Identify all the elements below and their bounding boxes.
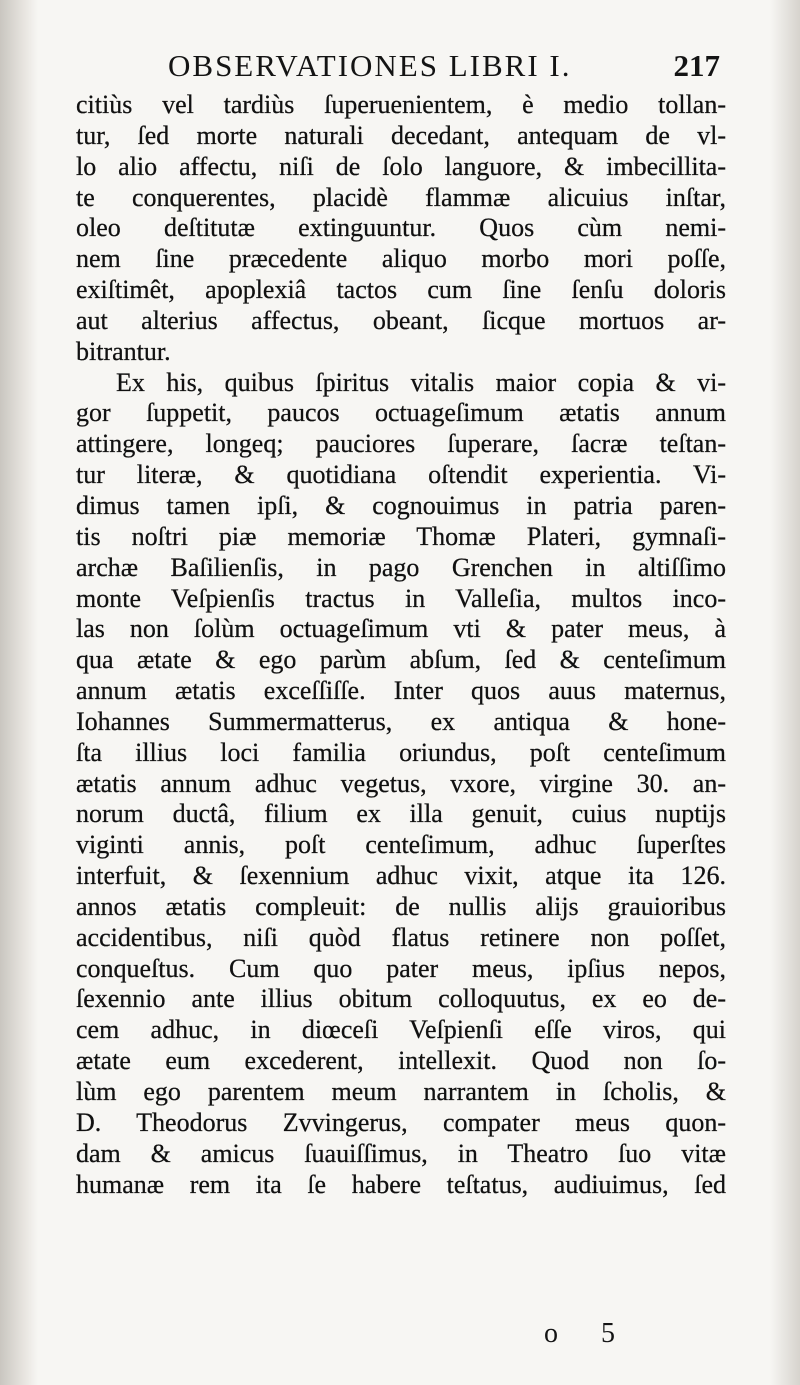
running-title: OBSERVATIONES LIBRI I.: [168, 48, 572, 83]
text-line: tis noſtri piæ memoriæ Thomæ Plateri, gymnaſi-: [76, 521, 726, 551]
text-line: attingere, longeq; pauciores ſuperare, ſacræ teſtan-: [76, 429, 726, 459]
scan-edge-right: [770, 0, 800, 1385]
text-line: ſexennio ante illius obitum colloquutus, ex eo de-: [76, 984, 726, 1014]
text-line: gor ſuppetit, paucos octuageſimum ætatis annum: [76, 398, 726, 428]
text-line: archæ Baſilienſis, in pago Grenchen in altiſſimo: [76, 552, 726, 582]
text-line: citiùs vel tardiùs ſuperuenientem, è medio tollan-: [76, 90, 726, 119]
text-line: aut alterius affectus, obeant, ſicque mortuos ar-: [76, 305, 726, 335]
text-line: ætatis annum adhuc vegetus, vxore, virgine 30. an-: [76, 768, 726, 798]
text-line: nem ſine præcedente aliquo morbo mori poſſe,: [76, 244, 726, 274]
text-line: las non ſolùm octuageſimum vti & pater meus, à: [76, 614, 726, 644]
text-line: humanæ rem ita ſe habere teſtatus, audiuimus, ſed: [76, 1169, 726, 1199]
text-line: annum ætatis exceſſiſſe. Inter quos auus maternus,: [76, 676, 726, 706]
text-line: ſta illius loci familia oriundus, poſt centeſimum: [76, 737, 726, 767]
text-line: cem adhuc, in diœceſi Veſpienſi eſſe viros, qui: [76, 1015, 726, 1045]
page-number: 217: [673, 48, 720, 83]
text-line: accidentibus, niſi quòd flatus retinere non poſſet,: [76, 922, 726, 952]
text-line: oleo deſtitutæ extinguuntur. Quos cùm nemi-: [76, 213, 726, 243]
text-line: tur literæ, & quotidiana oſtendit experientia. Vi-: [76, 460, 726, 490]
text-line: lùm ego parentem meum narrantem in ſcholis, &: [76, 1077, 726, 1106]
text-line: monte Veſpienſis tractus in Valleſia, multos inco-: [76, 583, 726, 613]
text-line: te conquerentes, placidè flammæ alicuius inſtar,: [76, 182, 726, 212]
text-line: lo alio affectu, niſi de ſolo languore, & imbecillita-: [76, 151, 726, 181]
text-line: viginti annis, poſt centeſimum, adhuc ſuperſtes: [76, 830, 726, 860]
text-line: annos ætatis compleuit: de nullis alijs grauioribus: [76, 891, 726, 921]
body-text: [76, 90, 726, 1200]
text-line: conqueſtus. Cum quo pater meus, ipſius nepos,: [76, 953, 726, 983]
scan-edge-left: [0, 0, 38, 1385]
text-line: tur, ſed morte naturali decedant, antequam de vl-: [76, 120, 726, 150]
text-line: exiſtimêt, apoplexiâ tactos cum ſine ſenſu doloris: [76, 275, 726, 305]
text-line: norum ductâ, filium ex illa genuit, cuius nuptijs: [76, 799, 726, 829]
text-line: dimus tamen ipſi, & cognouimus in patria paren-: [76, 490, 726, 520]
text-line: Iohannes Summermatterus, ex antiqua & hone-: [76, 706, 726, 736]
signature-mark: o 5: [544, 1318, 633, 1349]
text-line: qua ætate & ego parùm abſum, ſed & centeſimum: [76, 645, 726, 675]
running-head: [80, 44, 720, 88]
text-line: D. Theodorus Zvvingerus, compater meus quon-: [76, 1107, 726, 1137]
text-line: Ex his, quibus ſpiritus vitalis maior copia & vi-: [116, 367, 726, 397]
text-line: ætate eum excederent, intellexit. Quod non ſo-: [76, 1046, 726, 1076]
text-line: interfuit, & ſexennium adhuc vixit, atque ita 126.: [76, 861, 726, 891]
text-line: dam & amicus ſuauiſſimus, in Theatro ſuo vitæ: [76, 1138, 726, 1168]
text-line: bitrantur.: [76, 336, 171, 366]
